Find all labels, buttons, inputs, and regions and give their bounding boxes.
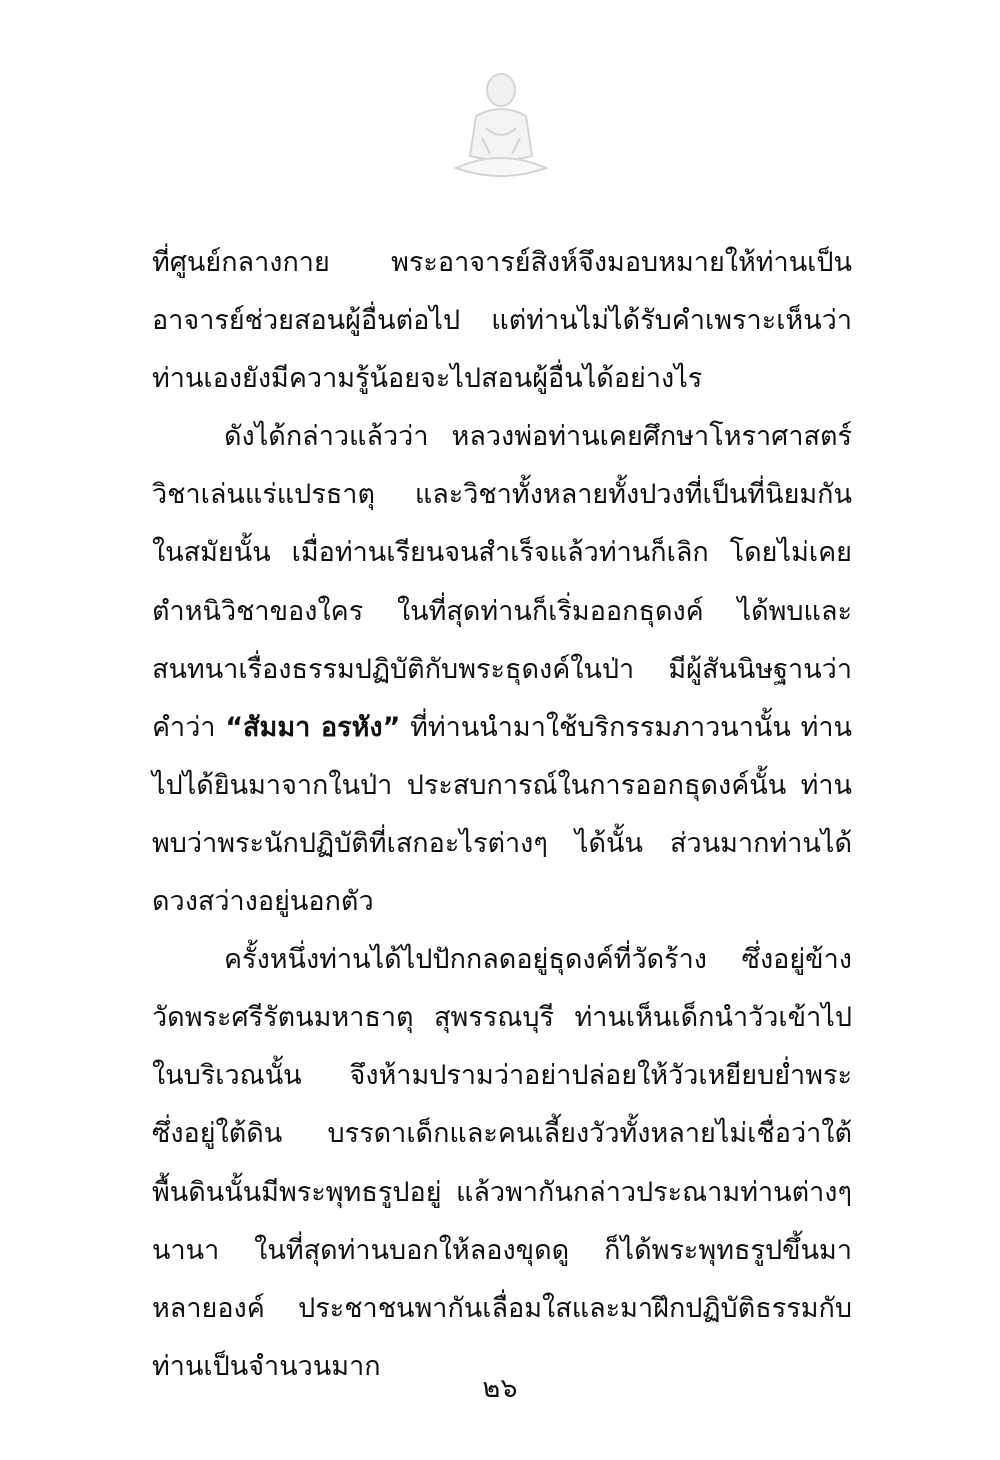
paragraph-line: ดังได้กล่าวแล้วว่า หลวงพ่อท่านเคยศึกษาโหราศาสตร์ (224, 421, 852, 453)
paragraph-line: ท่านเองยังมีความรู้น้อยจะไปสอนผู้อื่นได้อย่างไร (152, 363, 703, 395)
paragraph-line: วิชาเล่นแร่แปรธาตุ และวิชาทั้งหลายทั้งปวงที่เป็นที่นิยมกัน (152, 479, 852, 511)
paragraph-line: ซึ่งอยู่ใต้ดิน บรรดาเด็กและคนเลี้ยงวัวทั้งหลายไม่เชื่อว่าใต้ (152, 1118, 852, 1150)
paragraph-line: ในสมัยนั้น เมื่อท่านเรียนจนสำเร็จแล้วท่านก็เลิก โดยไม่เคย (152, 537, 852, 569)
paragraph-line: ในบริเวณนั้น จึงห้ามปรามว่าอย่าปล่อยให้วัวเหยียบย่ำพระ (152, 1060, 852, 1092)
quote-term: “สัมมา อรหัง” (225, 711, 401, 743)
seated-monk-figure-icon (446, 68, 556, 186)
paragraph-line: ไปได้ยินมาจากในป่า ประสบการณ์ในการออกธุดงค์นั้น ท่าน (152, 769, 852, 801)
quote-line (152, 699, 852, 757)
paragraph-line: ครั้งหนึ่งท่านได้ไปปักกลดอยู่ธุดงค์ที่วัดร้าง ซึ่งอยู่ข้าง (224, 944, 852, 976)
paragraph-line: ดวงสว่างอยู่นอกตัว (152, 886, 374, 918)
paragraph-line: พบว่าพระนักปฏิบัติที่เสกอะไรต่างๆ ได้นั้น ส่วนมากท่านได้ (152, 827, 852, 859)
body-text (152, 234, 852, 1396)
paragraph-line: วัดพระศรีรัตนมหาธาตุ สุพรรณบุรี ท่านเห็นเด็กนำวัวเข้าไป (152, 1002, 852, 1034)
quote-line-before: คำว่า (152, 711, 226, 743)
paragraph-line: อาจารย์ช่วยสอนผู้อื่นต่อไป แต่ท่านไม่ได้รับคำเพราะเห็นว่า (152, 305, 852, 337)
page-number: ๒๖ (482, 1373, 518, 1404)
paragraph-line: พื้นดินนั้นมีพระพุทธรูปอยู่ แล้วพากันกล่าวประณามท่านต่างๆ (152, 1176, 852, 1208)
paragraph-line: หลายองค์ ประชาชนพากันเลื่อมใสและมาฝึกปฏิบัติธรรมกับ (152, 1292, 852, 1324)
paragraph-line: ท่านเป็นจำนวนมาก (152, 1350, 381, 1382)
paragraph-line: สนทนาเรื่องธรรมปฏิบัติกับพระธุดงค์ในป่า มีผู้สันนิษฐานว่า (152, 653, 852, 685)
paragraph-line: นานา ในที่สุดท่านบอกให้ลองขุดดู ก็ได้พระพุทธรูปขึ้นมา (152, 1234, 852, 1266)
paragraph-line: ที่ศูนย์กลางกาย พระอาจารย์สิงห์จึงมอบหมายให้ท่านเป็น (152, 247, 852, 278)
quote-line-after: ที่ท่านนำมาใช้บริกรรมภาวนานั้น ท่าน (400, 711, 853, 743)
paragraph-line: ตำหนิวิชาของใคร ในที่สุดท่านก็เริ่มออกธุดงค์ ได้พบและ (152, 595, 852, 627)
